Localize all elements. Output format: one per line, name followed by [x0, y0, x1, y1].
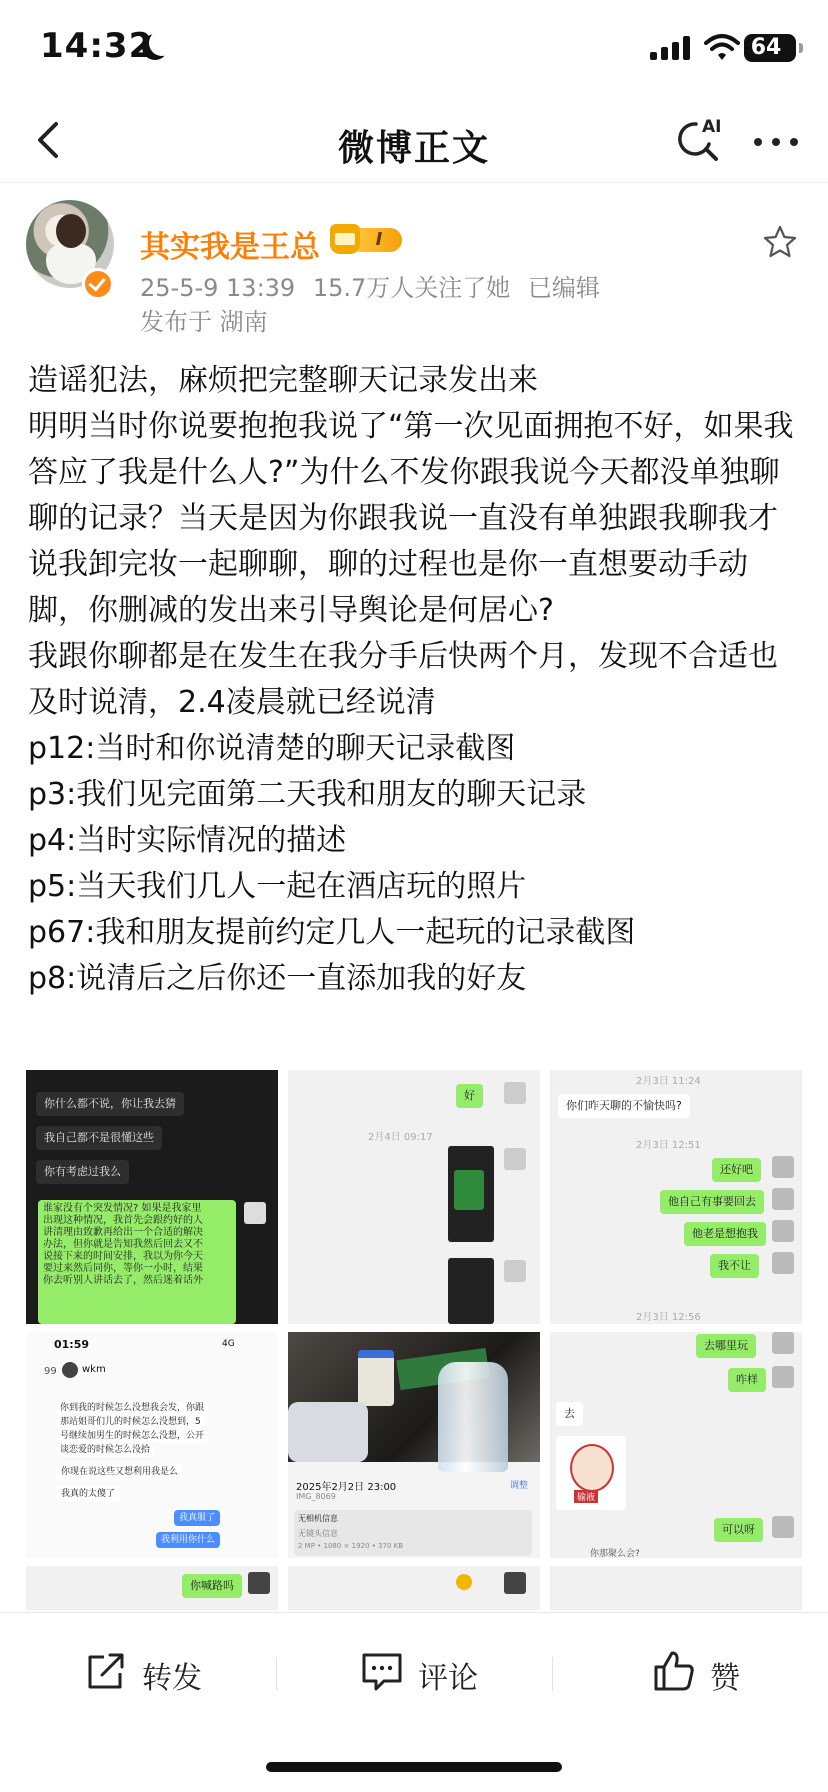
star-icon[interactable]: [762, 224, 798, 260]
chat-line: 要过来然后同你，等你一小时，结果: [43, 1263, 203, 1274]
chat-bubble: 可以呀: [714, 1518, 763, 1542]
post-date: 25-5-9 13:39: [140, 274, 296, 302]
chat-avatar: [504, 1572, 526, 1594]
chat-avatar: [504, 1148, 526, 1170]
chat-avatar: [772, 1366, 794, 1388]
post-image-8[interactable]: [288, 1566, 540, 1610]
edited-label[interactable]: 已编辑: [527, 274, 600, 302]
chat-avatar: [772, 1220, 794, 1242]
chat-bubble: 你现在说这些又想利用我是么: [56, 1464, 183, 1480]
battery-icon: [744, 34, 796, 62]
post-meta: [140, 268, 610, 303]
page-title: 微博正文: [337, 128, 490, 169]
vip-badge[interactable]: [330, 224, 404, 256]
post-line: p67:我和朋友提前约定几人一起玩的记录截图: [28, 915, 636, 950]
thumbs-up-icon: [652, 1649, 696, 1693]
chat-avatar: [504, 1260, 526, 1282]
chat-avatar: [244, 1202, 266, 1224]
status-bar: [0, 0, 828, 100]
post-line: p3:我们见完面第二天我和朋友的聊天记录: [28, 777, 587, 812]
photo-date: 2025年2月2日 23:00: [296, 1482, 397, 1493]
post-image-7[interactable]: [26, 1566, 278, 1610]
screenshot-thumb: [454, 1170, 484, 1210]
image-grid: [26, 1070, 802, 1610]
chat-bubble: 你到我的时候怎么没想我会发，你跟: [56, 1402, 208, 1415]
chat-bubble: 我利用你什么: [156, 1532, 220, 1548]
post-image-1[interactable]: [26, 1070, 278, 1324]
chat-bubble: 你有考虑过我么: [36, 1160, 129, 1184]
chat-line: 说接下来的时间安排，我以为你今天: [43, 1251, 203, 1262]
nav-bar: [0, 100, 828, 183]
chat-bubble: 我真服了: [174, 1510, 220, 1526]
chat-time: 2月3日 11:24: [636, 1076, 701, 1087]
comment-icon: [360, 1649, 404, 1693]
post-line: p8:说清后之后你还一直添加我的好友: [28, 961, 527, 996]
home-indicator: [266, 1762, 562, 1772]
ai-search-icon[interactable]: [676, 114, 724, 164]
chat-bubble: 还好吧: [712, 1158, 761, 1182]
post-location: 发布于 湖南: [140, 308, 268, 336]
chat-bubble: 那站姐哥们儿的时候怎么没想到，5: [56, 1416, 205, 1429]
shot-count: 99: [44, 1366, 57, 1377]
post-line: 明明当时你说要抱抱我说了“第一次见面拥抱不好，如果我答应了我是什么人?”为什么不发你跟我说今天都没单独聊聊的记录？当天是因为你跟我说一直没有单独跟我聊我才说我卸完妆一起聊聊，聊的过程也是你一直想要动手动脚，你删减的发出来引导舆论是何居心?: [28, 409, 794, 628]
like-label: 赞: [710, 1661, 740, 1696]
chat-line: 谁家没有个突发情况? 如果是我家里: [43, 1203, 202, 1214]
photo-adjust: 调整: [510, 1481, 529, 1491]
status-time: 14:32: [40, 26, 154, 66]
photo-file: IMG_8069: [296, 1492, 336, 1501]
chat-bubble: 去哪里玩: [696, 1334, 756, 1358]
chat-line: 办法，但你就是告知我然后回去又不: [43, 1239, 203, 1250]
crown-icon: [330, 224, 360, 254]
vip-level: I: [356, 228, 402, 252]
chat-time: 2月4日 09:17: [368, 1132, 433, 1143]
post-image-5[interactable]: [288, 1332, 540, 1558]
chat-bubble: 他自己有事要回去: [660, 1190, 764, 1214]
chat-bubble-long: [38, 1200, 236, 1324]
chat-time: 2月3日 12:56: [636, 1312, 701, 1323]
photo-info-panel: [294, 1510, 532, 1556]
chat-avatar: [248, 1572, 270, 1594]
chat-tail-text: 你那聚么会?: [590, 1549, 640, 1558]
chat-bubble: 你喊路吗: [182, 1574, 242, 1598]
signal-icon: [650, 36, 692, 60]
chat-avatar: [772, 1332, 794, 1354]
chat-line: 你去听别人讲话去了，然后迷着话外: [43, 1275, 203, 1286]
chat-bubble: 你什么都不说，你让我去猜: [36, 1092, 184, 1116]
photo-camera: 无相机信息: [298, 1514, 338, 1523]
flower-icon: [456, 1574, 472, 1590]
bottom-toolbar: [0, 1612, 828, 1733]
more-icon[interactable]: [754, 138, 798, 148]
photo-lens: 无镜头信息: [298, 1529, 338, 1538]
post-line: 造谣犯法，麻烦把完整聊天记录发出来: [28, 363, 538, 398]
screenshot-thumb: [448, 1258, 494, 1324]
chat-time: 2月3日 12:51: [636, 1140, 701, 1151]
chat-bubble: 好: [456, 1084, 483, 1108]
chat-line: 出现这种情况，我首先会跟约好的人: [43, 1215, 203, 1226]
post-image-4[interactable]: [26, 1332, 278, 1558]
chat-avatar: [772, 1516, 794, 1538]
chat-bubble: 号继续加男生的时候怎么没想，公开: [56, 1430, 208, 1443]
bottle-shape: [438, 1362, 508, 1472]
cup-shape: [358, 1350, 394, 1406]
comment-label: 评论: [418, 1661, 478, 1696]
chat-avatar: [772, 1156, 794, 1178]
repost-icon: [84, 1649, 128, 1693]
shot-signal: 4G: [222, 1339, 235, 1349]
post-image-6[interactable]: [550, 1332, 802, 1558]
battery-level: 64: [750, 35, 782, 60]
post-image-3[interactable]: [550, 1070, 802, 1324]
post-line: p4:当时实际情况的描述: [28, 823, 347, 858]
chat-avatar: [62, 1362, 78, 1378]
photo-spec: 2 MP • 1080 × 1920 • 370 KB: [298, 1542, 404, 1550]
wifi-icon: [704, 32, 740, 62]
ai-label: AI: [702, 117, 722, 137]
sticker-label: 输液: [574, 1490, 598, 1503]
chat-bubble: 你们昨天聊的不愉快吗?: [558, 1094, 690, 1118]
chat-avatar: [772, 1188, 794, 1210]
post-line: p12:当时和你说清楚的聊天记录截图: [28, 731, 516, 766]
chat-bubble: 咋样: [728, 1368, 766, 1392]
chat-avatar: [504, 1082, 526, 1104]
followers-note: 15.7万人关注了她: [312, 274, 511, 302]
chat-bubble: 我真的太傻了: [56, 1486, 120, 1502]
post-line: p5:当天我们几人一起在酒店玩的照片: [28, 869, 527, 904]
chat-bubble: 他老是想抱我: [684, 1222, 766, 1246]
chat-avatar: [772, 1252, 794, 1274]
chat-line: 讲清理由致歉再给出一个合适的解决: [43, 1227, 203, 1238]
bag-shape: [288, 1402, 368, 1462]
verified-icon: [82, 268, 114, 300]
repost-label: 转发: [142, 1661, 202, 1696]
chat-bubble: 我不让: [710, 1254, 759, 1278]
chat-bubble: 我自己都不是很懂这些: [36, 1126, 162, 1150]
post-line: 我跟你聊都是在发生在我分手后快两个月，发现不合适也及时说清，2.4凌晨就已经说清: [28, 639, 778, 720]
post-image-2[interactable]: [288, 1070, 540, 1324]
post-body: [28, 358, 800, 1002]
chat-bubble: 谈恋爱的时候怎么没拾: [56, 1444, 154, 1457]
shot-name: wkm: [82, 1364, 106, 1375]
username[interactable]: 其实我是王总: [140, 230, 320, 265]
sticker: [556, 1436, 626, 1510]
post-image-9[interactable]: [550, 1566, 802, 1610]
chat-bubble: 去: [556, 1402, 583, 1426]
shot-time: 01:59: [54, 1338, 90, 1351]
moon-icon: [149, 30, 175, 56]
